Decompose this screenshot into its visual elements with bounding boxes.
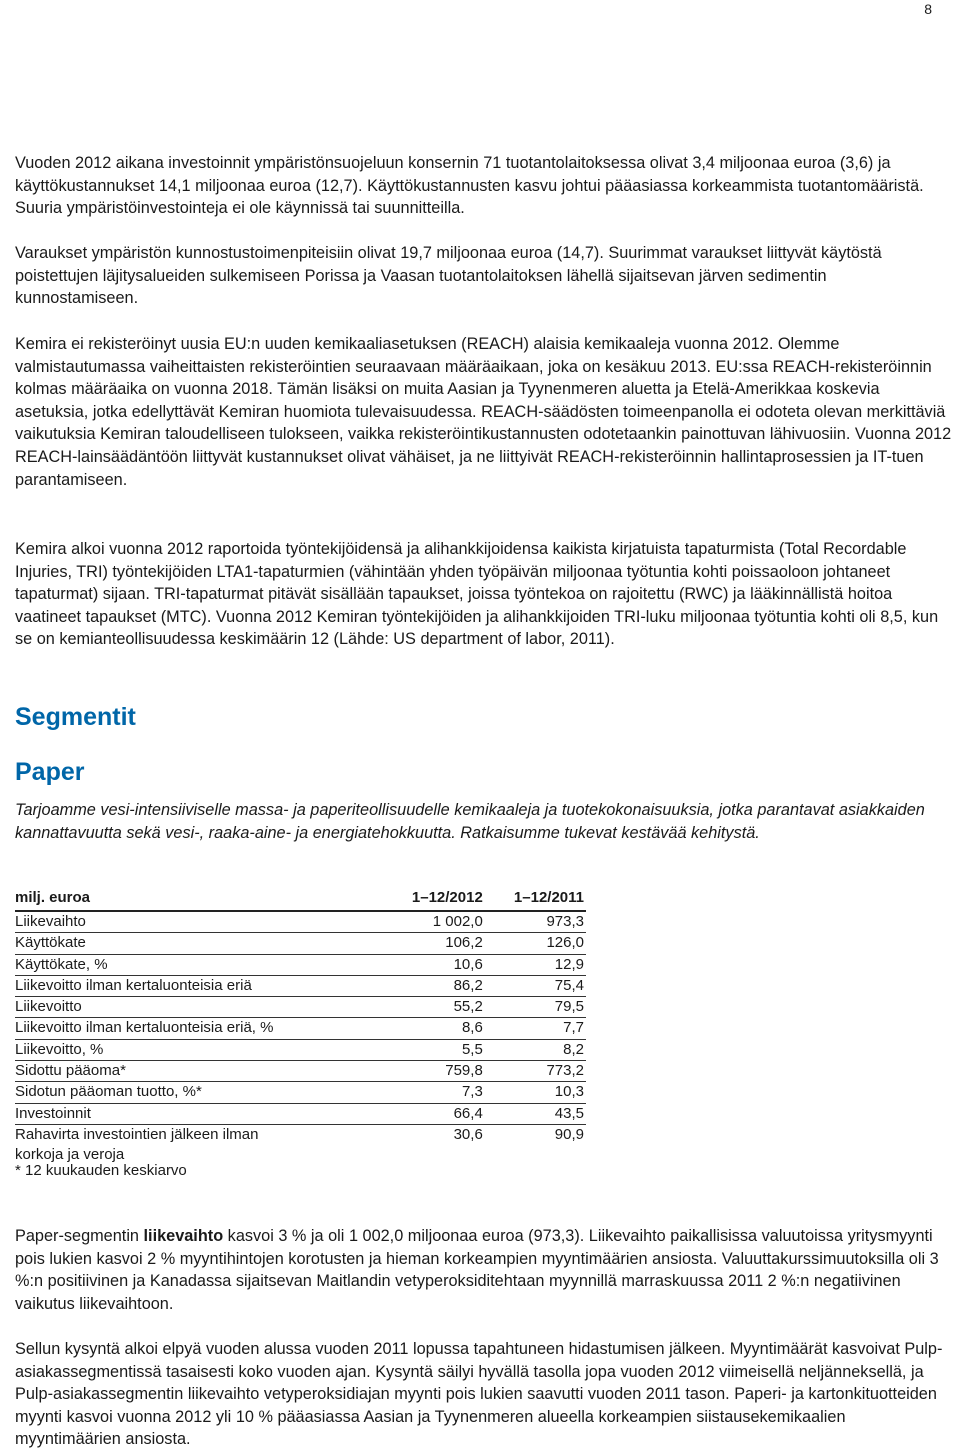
table-header-label: milj. euroa (15, 887, 308, 911)
table-row (15, 933, 586, 954)
row-value-2011: 126,0 (485, 933, 586, 954)
table-row (15, 1082, 586, 1103)
table-row (15, 1061, 586, 1082)
paper-revenue-keyword: liikevaihto (143, 1227, 224, 1245)
row-value-2011: 773,2 (485, 1061, 586, 1082)
row-value-2012: 30,6 (453, 1125, 483, 1143)
heading-segments: Segmentit (15, 703, 136, 731)
table-header-2011: 1–12/2011 (485, 887, 586, 911)
paper-revenue-text-end: kasvoi 3 % ja oli 1 002,0 miljoonaa euroa (973,3). Liikevaihto paikallisissa valuutoissa yritysmyynti pois lukien kasvoi 2 % myyntihintojen korotusten ja hieman korkeampien myyntimäärien ansiosta. Valuuttakurssimuutoksilla oli 3 %:n positiivinen ja Kanadassa sijaitsevan Maitlandin vetyperoksiditehtaan myynnillä marraskuussa 2011 2 %:n negatiivinen vaikutus liikevaihtoon. (15, 1227, 939, 1313)
row-value-2011: 75,4 (485, 975, 586, 996)
row-value-2012: 86,2 (308, 975, 485, 996)
row-label: Liikevoitto ilman kertaluonteisia eriä (15, 975, 308, 996)
row-label: Käyttökate (15, 933, 308, 954)
row-value-2011: 10,3 (485, 1082, 586, 1103)
paragraph-environment-investments: Vuoden 2012 aikana investoinnit ympäristönsuojeluun konsernin 71 tuotantolaitoksessa olivat 3,4 miljoonaa euroa (3,6) ja käyttökustannukset 14,1 miljoonaa euroa (12,7). Käyttökustannusten kasvu johtui pääasiassa korkeammista tuotantomääristä. Suuria ympäristöinvestointeja ei ole käynnissä tai suunnitteilla. (15, 154, 924, 218)
paragraph-paper-revenue (15, 1225, 953, 1315)
row-value-2012: 10,6 (308, 954, 485, 975)
page-number: 8 (924, 1, 932, 17)
row-value-2012: 5,5 (308, 1039, 485, 1060)
row-label: Liikevoitto, % (15, 1039, 308, 1060)
table-row (15, 975, 586, 996)
row-label: Liikevoitto (15, 997, 308, 1018)
row-value-2012: 7,3 (308, 1082, 485, 1103)
table-row (15, 1124, 586, 1165)
row-label: Sidotun pääoman tuotto, %* (15, 1082, 308, 1103)
table-footnote: * 12 kuukauden keskiarvo (15, 1162, 187, 1179)
row-label: Liikevaihto (15, 911, 308, 933)
row-value-2012: 106,2 (308, 933, 485, 954)
table-header-row (15, 887, 586, 911)
table-header-2012: 1–12/2012 (308, 887, 485, 911)
row-value-2011: 43,5 (485, 1103, 586, 1124)
row-value-2011: 7,7 (485, 1018, 586, 1039)
row-value-2012: 55,2 (308, 997, 485, 1018)
paragraph-pulp-demand: Sellun kysyntä alkoi elpyä vuoden alussa vuoden 2011 lopussa tapahtuneen hidastumisen jälkeen. Myyntimäärät kasvoivat Pulp-asiakassegmentissä tasaisesti koko vuoden ajan. Kysyntä säilyi hyvällä tasolla jopa vuoden 2012 viimeisellä neljänneksellä, ja Pulp-asiakassegmentin liikevaihto vetyperoksidiajan myynti pois lukien saavutti vuoden 2011 tason. Paperi- ja kartonkituotteiden myynti kasvoi vuonna 2012 yli 10 % pääasiassa Aasian ja Tyynenmeren alueella korkeampien siistausekemikaalien myyntimäärien ansiosta. (15, 1340, 943, 1449)
row-value-2012: 759,8 (308, 1061, 485, 1082)
paper-revenue-text-start: Paper-segmentin (15, 1227, 144, 1245)
row-value-2011: 973,3 (485, 911, 586, 933)
heading-paper: Paper (15, 758, 85, 786)
paragraph-safety: Kemira alkoi vuonna 2012 raportoida työntekijöidensä ja alihankkijoidensa kaikista kirjatuista tapaturmista (Total Recordable Injuries, TRI) työntekijöiden LTA1-tapaturmien (vähintään yhden työpäivän miljoonaa työtuntia kohti poissaoloon johtaneet tapaturmat) sijaan. TRI-tapaturmat pitävät sisällään tapaukset, joissa työntekoa on rajoitettu (RWC) ja lääkinnällistä hoitoa vaatineet tapaukset (MTC). Vuonna 2012 Kemiran työntekijöiden ja alihankkijoiden TRI-luku miljoonaa työtuntia kohti oli 8,5, kun se on kemianteollisuudessa keskimäärin 12 (Lähde: US department of labor, 2011). (15, 540, 939, 649)
table-row (15, 911, 586, 933)
paper-intro: Tarjoamme vesi-intensiiviselle massa- ja paperiteollisuudelle kemikaaleja ja tuotekokonaisuuksia, jotka parantavat asiakkaiden kannattavuutta sekä vesi-, raaka-aine- ja energiatehokkuutta. Ratkaisumme tukevat kestävää kehitystä. (15, 801, 925, 842)
paper-key-figures-table (15, 887, 586, 1166)
row-value-2011: 79,5 (485, 997, 586, 1018)
row-value-2012: 66,4 (308, 1103, 485, 1124)
row-label: Rahavirta investointien jälkeen ilman korkoja ja veroja (15, 1125, 259, 1164)
paragraph-environment-provisions: Varaukset ympäristön kunnostustoimenpiteisiin olivat 19,7 miljoonaa euroa (14,7). Suurimmat varaukset liittyvät käytöstä poistettujen läjitysalueiden sulkemiseen Porissa ja Vaasan tuotantolaitoksen lähellä sijaitsevan järven sedimentin kunnostamiseen. (15, 244, 882, 308)
table-row (15, 1039, 586, 1060)
row-label: Investoinnit (15, 1103, 308, 1124)
table-row (15, 954, 586, 975)
table-row (15, 1103, 586, 1124)
row-label: Käyttökate, % (15, 954, 308, 975)
table-row (15, 997, 586, 1018)
row-value-2012: 1 002,0 (308, 911, 485, 933)
paragraph-reach: Kemira ei rekisteröinyt uusia EU:n uuden kemikaaliasetuksen (REACH) alaisia kemikaaleja vuonna 2012. Olemme valmistautumassa vaiheittaisten rekisteröintien seuraavaan määräaikaan, joka on kesäkuu 2013. EU:ssa REACH-rekisteröinnin kolmas määräaika on vuonna 2018. Tämän lisäksi on muita Aasian ja Tyynenmeren aluetta ja Etelä-Amerikkaa koskevia asetuksia, jotka edellyttävät Kemiran huomiota tulevaisuudessa. REACH-säädösten toimeenpanolla ei odoteta olevan merkittäviä vaikutuksia Kemiran taloudelliseen tulokseen, vaikka rekisteröintikustannusten odotetaankin painottuvan lähivuosiin. Vuonna 2012 REACH-lainsäädäntöön liittyvät kustannukset olivat vähäiset, ja ne liittyivät REACH-rekisteröinnin hallintaprosessien ja IT-tuen parantamiseen. (15, 335, 952, 489)
row-value-2011: 12,9 (485, 954, 586, 975)
row-value-2012: 8,6 (308, 1018, 485, 1039)
row-value-2011: 8,2 (485, 1039, 586, 1060)
row-label: Sidottu pääoma* (15, 1061, 308, 1082)
row-label: Liikevoitto ilman kertaluonteisia eriä, % (15, 1018, 308, 1039)
table-row (15, 1018, 586, 1039)
row-value-2011: 90,9 (554, 1125, 584, 1143)
